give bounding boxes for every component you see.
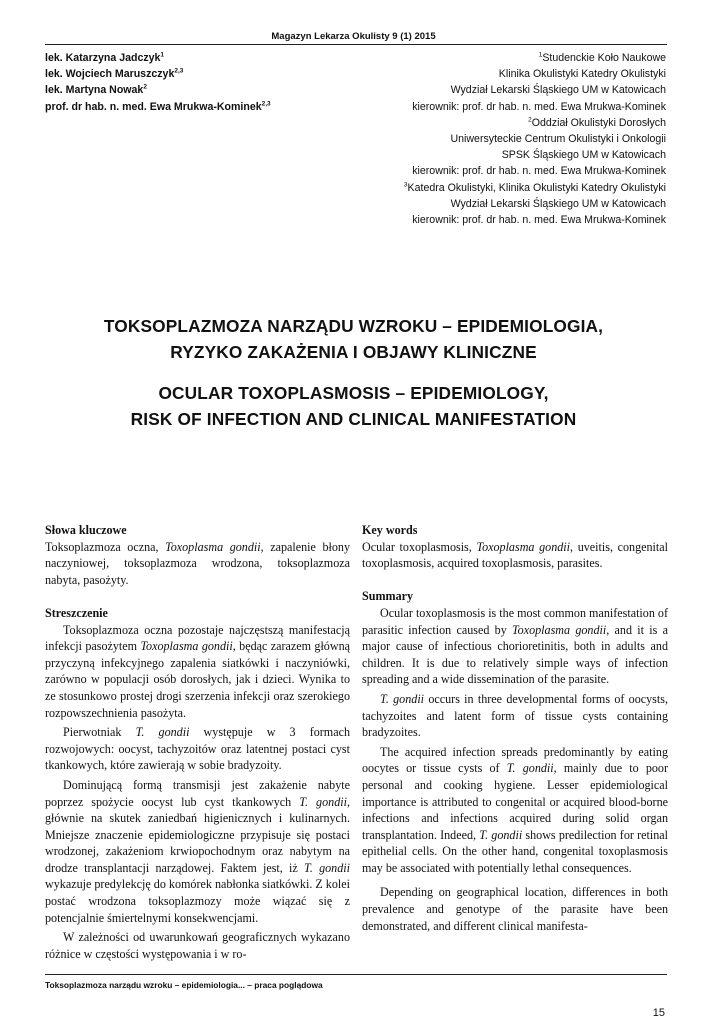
header-rule — [45, 44, 667, 45]
summary-paragraph: Pierwotniak T. gondii występuje w 3 formach rozwojowych: oocyst, tachyzoitów oraz latentnej postaci cyst tkankowych, które zawierają w sobie bradyzoity. — [45, 725, 350, 773]
author: lek. Katarzyna Jadczyk$^1$ — [45, 51, 165, 64]
summary-paragraph: T. gondii occurs in three developmental forms of oocysts, tachyzoites and latent form of tissue cysts containing bradyzoites. — [362, 691, 668, 740]
summary-paragraph: Ocular toxoplasmosis is the most common manifestation of parasitic infection caused by Toxoplasma gondii, and it is a major cause of infectious chorioretinitis, both in adults and children. It is due to relatively simple ways of infection spreading and a wide dissemination of the parasite. — [362, 605, 668, 687]
affiliation-line: kierownik: prof. dr hab. n. med. Ewa Mrukwa-Kominek — [412, 214, 666, 227]
summary-paragraph: Toksoplazmoza oczna pozostaje najczęstszą manifestacją infekcji pasożytem Toxoplasma gondii, będąc zarazem główną przyczyną infekcyjnego zapalenia siatkówki i naczyniówki, zarówno w populacji osób dorosłych, jak i dzieci. Wynika to ze stosunkowo prostej drogi szerzenia infekcji oraz szerokiego rozpowszechnienia pasożyta. — [45, 622, 351, 720]
affiliation-line: $^2$Oddział Okulistyki Dorosłych — [528, 116, 666, 129]
running-title: Toksoplazmoza narządu wzroku – epidemiologia... – praca poglądowa — [45, 980, 323, 990]
author: lek. Wojciech Maruszczyk$^{2,3}$ — [45, 67, 184, 81]
affiliation-line: Wydział Lekarski Śląskiego UM w Katowicach — [450, 197, 666, 210]
keywords-text: Toksoplazmoza oczna, Toxoplasma gondii, zapalenie błony naczyniowej, toksoplazmoza wrodzona, toksoplazmoza nabyta, pasożyty. — [45, 539, 351, 587]
affiliation-line: $^1$Studenckie Koło Naukowe — [538, 51, 666, 64]
summary-heading: Streszczenie — [45, 605, 108, 620]
affiliation-line: Wydział Lekarski Śląskiego UM w Katowicach — [450, 84, 666, 97]
title-line: TOKSOPLAZMOZA NARZĄDU WZROKU – EPIDEMIOLOGIA, — [103, 316, 604, 336]
affiliation-line: SPSK Śląskiego UM w Katowicach — [501, 149, 666, 162]
keywords-heading: Słowa kluczowe — [45, 523, 127, 537]
keywords-text: Ocular toxoplasmosis, Toxoplasma gondii, uveitis, congenital toxoplasmosis, acquired toxoplasmosis, parasites. — [362, 539, 669, 571]
author: lek. Martyna Nowak$^2$ — [45, 83, 147, 97]
author: prof. dr hab. n. med. Ewa Mrukwa-Kominek$^{2,3}$ — [45, 100, 271, 113]
summary-paragraph: The acquired infection spreads predominantly by eating oocytes or tissue cysts of T. gondii, mainly due to poor personal and cooking hygiene. Lesser epidemiological importance is attributed to congenital or acquired blood-borne infections and infections acquired during solid organ transplantation. Indeed, T. gondii shows predilection for retinal epithelial cells. On the other hand, congenital toxoplasmosis may be associated with potentially lethal consequences. — [362, 744, 668, 875]
summary-paragraph: W zależności od uwarunkowań geograficznych wykazano różnice w częstości występowania i w ro- — [45, 930, 350, 961]
page-number: 15 — [652, 1007, 665, 1019]
author-list — [45, 50, 271, 115]
title-line: OCULAR TOXOPLASMOSIS – EPIDEMIOLOGY, — [158, 383, 549, 403]
title-line: RISK OF INFECTION AND CLINICAL MANIFESTATION — [130, 409, 577, 429]
title-line: RYZYKO ZAKAŻENIA I OBJAWY KLINICZNE — [170, 342, 537, 362]
footer-rule — [45, 974, 667, 975]
column-english — [362, 522, 668, 934]
affiliation-line: $^3$Katedra Okulistyki, Klinika Okulistyki Katedry Okulistyki — [403, 181, 666, 194]
affiliation-list — [404, 50, 666, 228]
summary-paragraph: Depending on geographical location, differences in both prevalence and genotype of the parasite have been demonstrated, and different clinical manifesta- — [362, 885, 668, 933]
affiliation-line: Klinika Okulistyki Katedry Okulistyki — [498, 68, 666, 81]
title-english — [0, 380, 707, 432]
journal-header: Magazyn Lekarza Okulisty 9 (1) 2015 — [271, 31, 436, 42]
column-polish — [45, 522, 350, 962]
affiliation-line: kierownik: prof. dr hab. n. med. Ewa Mrukwa-Kominek — [412, 100, 666, 113]
affiliation-line: Uniwersyteckie Centrum Okulistyki i Onkologii — [450, 133, 666, 146]
summary-heading: Summary — [362, 589, 414, 604]
title-polish — [0, 313, 707, 365]
keywords-heading: Key words — [362, 523, 418, 537]
affiliation-line: kierownik: prof. dr hab. n. med. Ewa Mrukwa-Kominek — [412, 165, 666, 178]
summary-paragraph: Dominującą formą transmisji jest zakażenie nabyte poprzez spożycie oocyst lub cyst tkankowych T. gondii, głównie na skutek zaniedbań higienicznych i kulinarnych. Mniejsze znaczenie epidemiologiczne przypisuje się postaci wrodzonej, zakażeniom krwiopochodnym oraz nabytym na drodze transplantacji narządowej. Faktem jest, iż T. gondii wykazuje predylekcję do komórek nabłonka siatkówki. Z kolei postać wrodzona toksoplazmozy może wiązać się z potencjalnie śmiertelnymi konsekwencjami. — [45, 777, 350, 925]
